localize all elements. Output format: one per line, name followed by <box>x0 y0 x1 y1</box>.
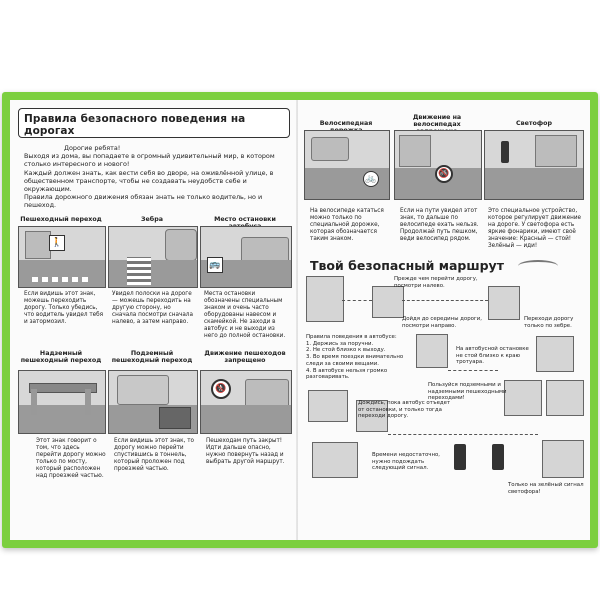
no-bikes-illustration <box>394 130 482 200</box>
zebra-stripes <box>127 257 151 285</box>
route-path <box>388 434 538 435</box>
bike-lane-sign-icon: 🚲 <box>363 171 379 187</box>
note-zebra-only: Переходи дорогу только по зебре. <box>524 316 574 329</box>
route-path <box>448 370 498 371</box>
caption-overpass: Этот знак говорит о том, что здесь перейти дорогу можно только по мосту, который расположен над проезжей частью. <box>36 438 106 479</box>
crossing-boy <box>542 440 584 478</box>
route-path <box>402 300 488 301</box>
school-building <box>312 442 358 478</box>
traffic-light-illustration <box>484 130 584 200</box>
note-look-left: Прежде чем перейти дорогу, посмотри налево. <box>394 276 478 289</box>
traffic-light-icon <box>501 141 509 163</box>
traffic-light-red-icon <box>454 444 466 470</box>
bus-stop-sign <box>416 334 448 368</box>
caption-bike-lane: На велосипеде кататься можно только по специальной дорожке, которая обозначается таким знаком. <box>310 208 384 242</box>
no-pedestrians-sign-icon: 🚷 <box>211 379 231 399</box>
zebra-illustration <box>108 226 198 288</box>
bus-stop-illustration <box>200 226 292 288</box>
overpass-illustration <box>18 370 106 434</box>
caption-zebra: Увидел полоски на дороге — можешь переходить на другую сторону, но сначала посмотри сначала налево, а затем направо. <box>112 291 193 325</box>
note-use-crossings: Пользуйся подземными и надземными пешеходными переходами! <box>428 382 507 402</box>
bus-rule: 4. В автобусе нельзя громко разговаривать. <box>306 367 388 381</box>
underpass-illustration <box>108 370 198 434</box>
tunnel-entrance <box>159 407 191 429</box>
intro-line: Правила дорожного движения обязан знать не только водитель, но и пешеход. <box>24 193 263 210</box>
bus-rule: 2. Не стой близко к выходу. <box>306 347 386 354</box>
bike-lane-illustration <box>304 130 390 200</box>
bus-rule: 1. Держись за поручни. <box>306 340 374 347</box>
note-bus-stop-edge: На автобусной остановке не стой близко к краю тротуара. <box>456 346 529 366</box>
note-look-right: Дойдя до середины дороги, посмотри направо. <box>402 316 482 329</box>
note-green-only: Только на зелёный сигнал светофора! <box>508 482 584 495</box>
traffic-light-green-icon <box>492 444 504 470</box>
boy-middle-road <box>488 286 520 320</box>
intro-line: Дорогие ребята! <box>64 144 121 152</box>
header-crosswalk: Пешеходный переход <box>20 216 102 223</box>
route-title: Твой безопасный маршрут <box>310 258 504 273</box>
caption-crosswalk: Если видишь этот знак, можешь переходить дорогу. Только убедись, что водитель увидел тебя и затормозил. <box>24 291 104 325</box>
caption-underpass: Если видишь этот знак, то дорогу можно перейти спустившись в тоннель, который проложен под проезжей частью. <box>114 438 195 472</box>
header-bus-stop: Место остановки <box>214 216 276 223</box>
no-bikes-sign-icon: 🚳 <box>435 165 453 183</box>
header-underpass: Подземный пешеходный переход <box>111 350 193 364</box>
no-pedestrians-illustration <box>200 370 292 434</box>
note-bus-rules <box>306 334 410 381</box>
bus-rules-title: Правила поведения в автобусе: <box>306 334 397 340</box>
note-wait-signal: Времени недостаточно, нужно подождать следующий сигнал. <box>372 452 440 472</box>
intro-line: Каждый должен знать, как вести себя во дворе, на оживлённой улице, в общественном транспорте, чтобы не создавать неудобств себе и окружающим. <box>24 168 274 194</box>
stairs-scene <box>546 380 584 416</box>
page-title: Правила безопасного поведения на дорогах <box>24 113 246 137</box>
intro-line: Выходя из дома, вы попадаете в огромный удивительный мир, в котором столько интересного и нового! <box>24 152 275 169</box>
left-page <box>10 100 296 540</box>
header-no-bikes: Движение на велосипедах <box>412 114 462 128</box>
boy-on-zebra <box>536 336 574 372</box>
header-overpass: Надземный пешеходный переход <box>20 350 102 364</box>
caption-no-pedestrians: Пешеходам путь закрыт! Идти дальше опасно, нужно повернуть назад и выбрать другой маршрут. <box>206 438 285 465</box>
bus-stop-sign-icon: 🚌 <box>207 257 223 273</box>
route-arrow-icon <box>518 260 558 272</box>
crosswalk-illustration <box>18 226 106 288</box>
underpass-scene <box>504 380 542 416</box>
bus-rule: 3. Во время поездки внимательно следи за своими вещами. <box>306 354 404 367</box>
caption-bus-stop: Места остановки обозначены специальным знаком и очень часто оборудованы навесом и скамейкой. Не заходи в автобус и не выходи из него до полной остановки. <box>204 291 286 339</box>
note-wait-bus: Дождись, пока автобус отъедет от остановки, и только тогда переходи дорогу. <box>358 400 451 420</box>
route-path <box>342 300 372 301</box>
caption-no-bikes: Если на пути увидел этот знак, то дальше по велосипеде ехать нельзя. Продолжай путь пешком, веди велосипед рядом. <box>400 208 479 242</box>
header-no-pedestrians: Движение пешеходов запрещено <box>204 350 286 364</box>
header-traffic-light: Светофор <box>516 120 552 127</box>
bus-scene <box>308 390 348 422</box>
right-page <box>298 100 590 540</box>
house-illustration <box>306 276 344 322</box>
header-zebra: Зебра <box>141 216 163 223</box>
caption-traffic-light: Это специальное устройство, которое регулирует движение на дороге. У светофора есть яркие фонарики, имеют своё значение: Красный — стой! Зелёный — иди! <box>488 208 582 249</box>
intro-text <box>24 144 286 210</box>
boy-looking-left <box>372 286 404 318</box>
header-bike-lane: Велосипедная <box>319 120 373 127</box>
pedestrian-crossing-sign-icon: 🚶 <box>49 235 65 251</box>
